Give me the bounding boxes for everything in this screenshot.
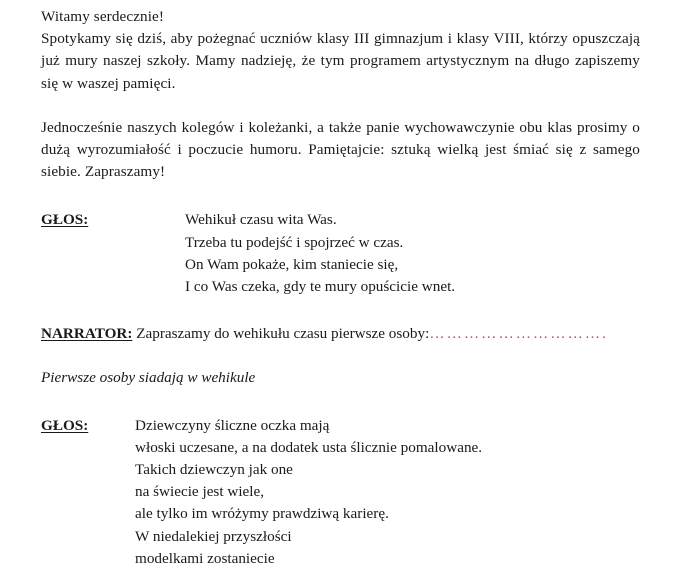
verse-line: Trzeba tu podejść i spojrzeć w czas. [185,233,404,251]
narrator-cue-sentence: Zapraszamy do wehikułu czasu pierwsze osoby: [136,325,430,343]
speech-block-glos-second [41,415,640,570]
speaker-label-glos: GŁOS: [41,211,89,229]
verse-line: modelkami zostaniecie [135,549,275,567]
verse-line: Takich dziewczyn jak one [135,461,293,479]
speech-block-glos-first [41,209,640,298]
verse-line: na świecie jest wiele, [135,483,265,501]
dotted-leader: …………………………. [429,325,609,343]
verse-line: Dziewczyny śliczne oczka mają [135,416,330,434]
verse-line: I co Was czeka, gdy te mury opuścicie wnet. [185,278,456,296]
verse-line: On Wam pokaże, kim staniecie się, [185,255,399,273]
verse-list-glos-second [41,415,640,570]
paragraph-welcome-body: Spotykamy się dziś, aby pożegnać uczniów klasy III gimnazjum i klasy VIII, którzy opuszczają już mury naszej szkoły. Mamy nadzieję, że tym programem artystycznym na długo zapiszemy się w waszej pamięci. [41,30,640,92]
speaker-label-glos: GŁOS: [41,416,89,434]
speaker-label-narrator: NARRATOR: [41,325,133,343]
narrator-cue-line [41,323,640,345]
verse-list-glos-first [41,209,640,298]
verse-line: Wehikuł czasu wita Was. [185,211,337,229]
paragraph-request-body: Jednocześnie naszych kolegów i koleżanki, a także panie wychowawczynie obu klas prosimy o dużą wyrozumiałość i poczucie humoru. Pamiętajcie: sztuką wielką jest śmiać się z samego siebie. Zapraszamy! [41,118,640,181]
verse-line: ale tylko im wróżymy prawdziwą karierę. [135,505,389,523]
stage-direction: Pierwsze osoby siadają w wehikule [41,369,256,387]
paragraph-greeting: Witamy serdecznie! [41,8,165,25]
verse-line: włoski uczesane, a na dodatek usta ślicznie pomalowane. [135,438,483,456]
verse-line: W niedalekiej przyszłości [135,527,292,545]
